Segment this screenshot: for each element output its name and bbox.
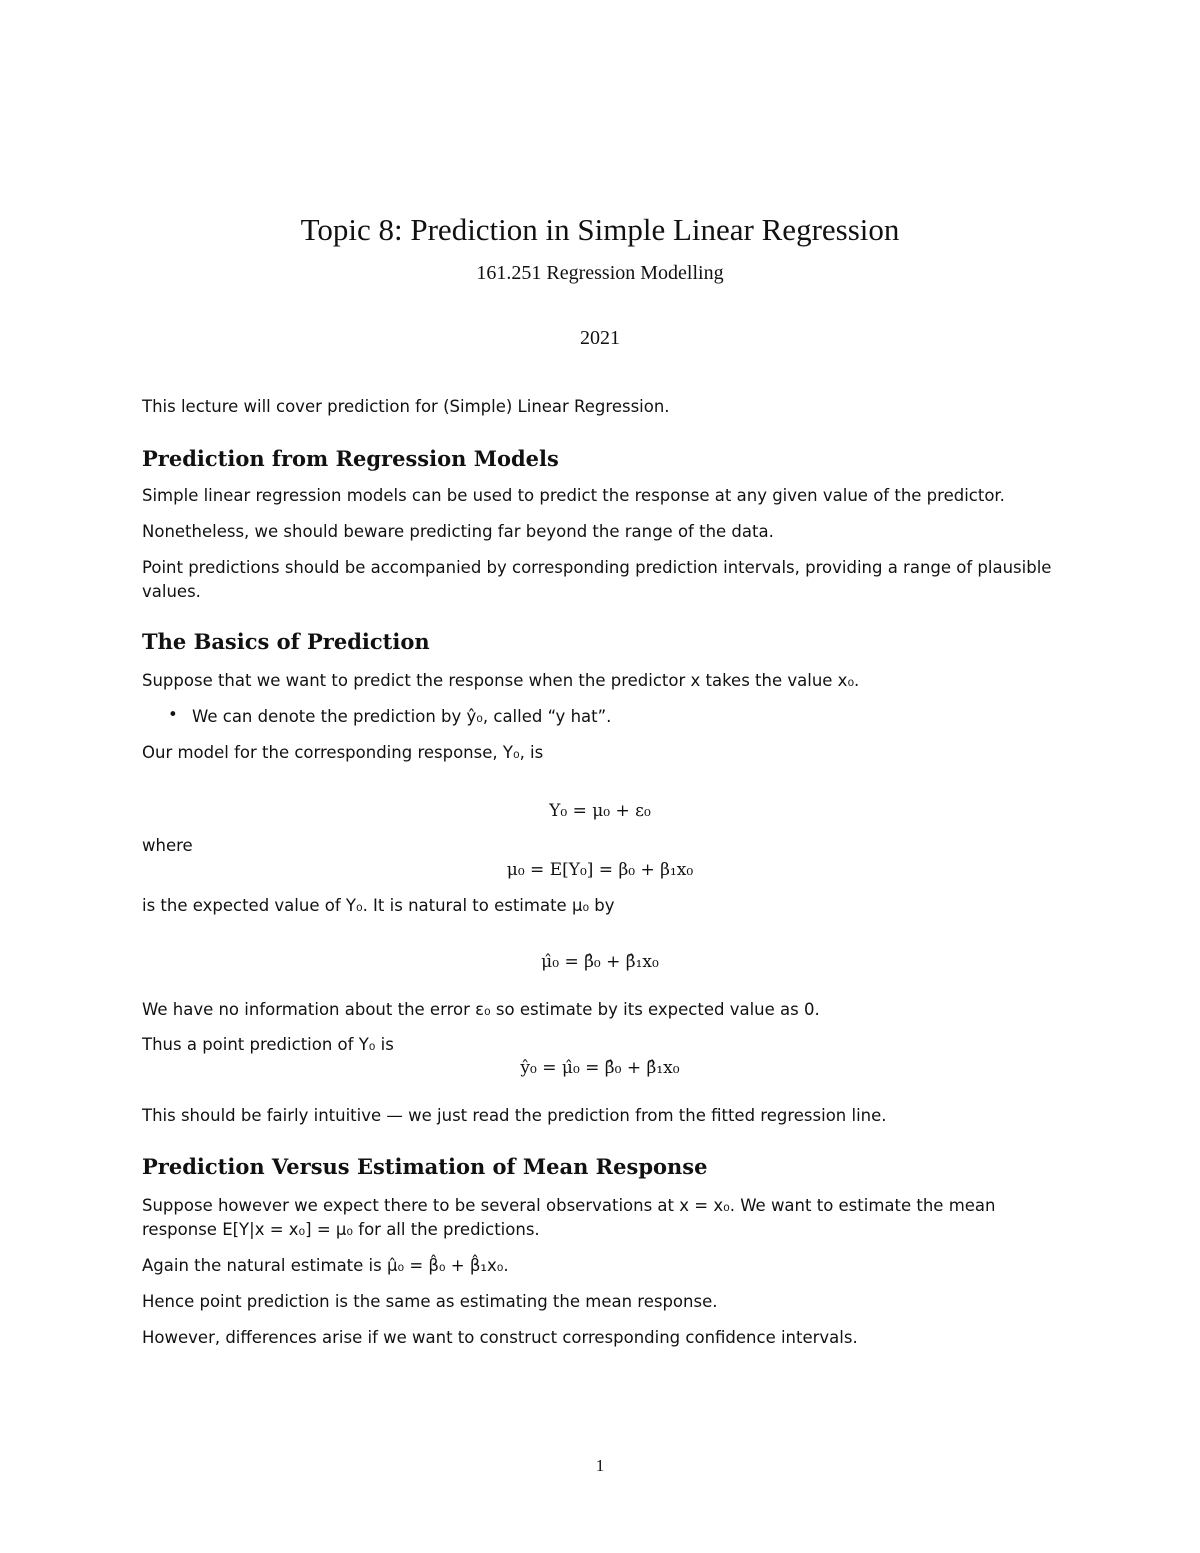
section-heading: Prediction from Regression Models [142, 446, 559, 471]
equation: μ₀ = E[Y₀] = β₀ + β₁x₀ [506, 860, 694, 880]
paragraph: Hence point prediction is the same as estimating the mean response. [142, 1292, 718, 1311]
bullet-item: We can denote the prediction by ŷ₀, called “y hat”. [192, 707, 612, 726]
equation: ŷ₀ = μ̂₀ = β̂₀ + β̂₁x₀ [520, 1058, 680, 1078]
course-subtitle: 161.251 Regression Modelling [476, 262, 724, 284]
paragraph: Suppose however we expect there to be several observations at x = x₀. We want to estimate the mean response E[Y|x = x₀] = μ₀ for all the predictions. [142, 1196, 996, 1239]
paragraph: This should be fairly intuitive — we just read the prediction from the fitted regression line. [142, 1106, 887, 1125]
page-title: Topic 8: Prediction in Simple Linear Regression [300, 212, 900, 247]
paragraph: Simple linear regression models can be used to predict the response at any given value of the predictor. [142, 486, 1005, 505]
paragraph: Suppose that we want to predict the response when the predictor x takes the value x₀. [142, 671, 860, 690]
paragraph: Again the natural estimate is μ̂₀ = β̂₀ + β̂₁x₀. [142, 1256, 509, 1275]
year: 2021 [580, 327, 620, 349]
intro-paragraph: This lecture will cover prediction for (Simple) Linear Regression. [142, 397, 670, 416]
paragraph: Thus a point prediction of Y₀ is [142, 1035, 394, 1054]
section-heading: The Basics of Prediction [142, 629, 430, 654]
paragraph: is the expected value of Y₀. It is natural to estimate μ₀ by [142, 896, 615, 915]
paragraph: Point predictions should be accompanied by corresponding prediction intervals, providing a range of plausible values. [142, 558, 1052, 601]
paragraph: Nonetheless, we should beware predicting far beyond the range of the data. [142, 522, 774, 541]
equation: μ̂₀ = β̂₀ + β̂₁x₀ [541, 952, 659, 972]
paragraph: where [142, 836, 193, 855]
equation: Y₀ = μ₀ + ε₀ [549, 801, 651, 821]
section-heading: Prediction Versus Estimation of Mean Response [142, 1154, 708, 1179]
page-number: 1 [595, 1456, 605, 1475]
paragraph: However, differences arise if we want to construct corresponding confidence intervals. [142, 1328, 858, 1347]
bullet-marker: • [168, 705, 178, 724]
paragraph: Our model for the corresponding response, Y₀, is [142, 743, 544, 762]
paragraph: We have no information about the error ε₀ so estimate by its expected value as 0. [142, 1000, 820, 1019]
